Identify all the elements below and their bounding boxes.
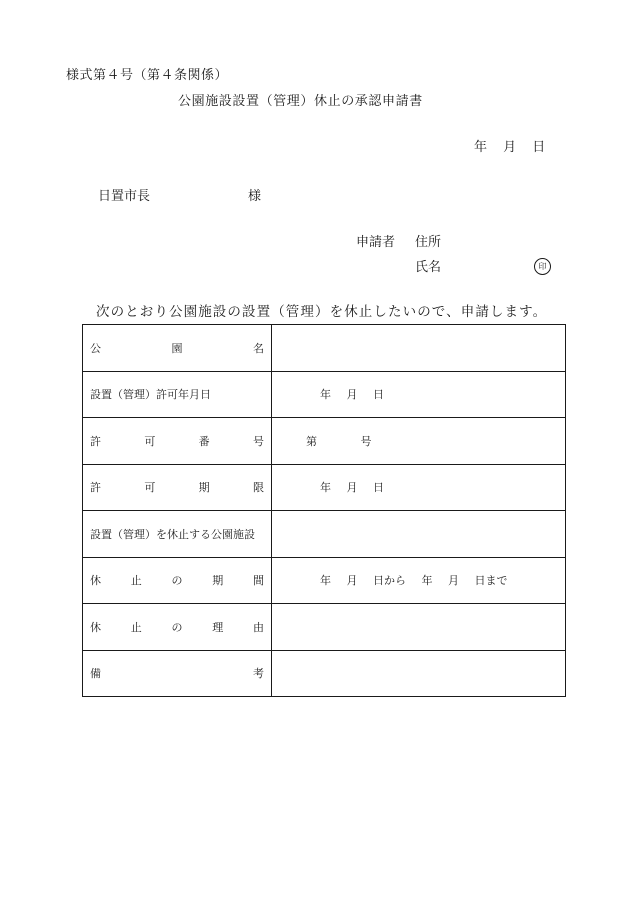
table-row: [83, 557, 566, 604]
permit-deadline-value: 年 月 日: [320, 481, 384, 495]
table-row: [83, 464, 566, 511]
suspension-reason-label: 休 止 の 理 由: [90, 620, 264, 634]
form-number: 様式第４号（第４条関係）: [66, 68, 229, 83]
suspension-period-field[interactable]: [272, 557, 566, 604]
application-date: 年 月 日: [474, 140, 546, 155]
row-label-remarks: [83, 650, 272, 697]
permit-number-value: 第 号: [306, 434, 372, 448]
application-form-table: [82, 324, 566, 697]
row-label-park-name: [83, 325, 272, 372]
remarks-field[interactable]: [272, 650, 566, 697]
permit-deadline-label: 許 可 期 限: [90, 481, 264, 495]
intro-text: 次のとおり公園施設の設置（管理）を休止したいので、申請します。: [96, 304, 548, 320]
table-row: [83, 325, 566, 372]
park-name-field[interactable]: [272, 325, 566, 372]
seal-icon: 印: [534, 258, 551, 275]
row-label-permit-date: 設置（管理）許可年月日: [83, 371, 272, 418]
park-name-label: 公 園 名: [90, 341, 264, 355]
permit-deadline-field[interactable]: [272, 464, 566, 511]
permit-date-value: 年 月 日: [320, 388, 384, 402]
permit-date-field[interactable]: [272, 371, 566, 418]
permit-number-field[interactable]: [272, 418, 566, 465]
addressee-name: 日置市長: [98, 189, 151, 204]
suspended-facility-field[interactable]: [272, 511, 566, 558]
document-title: 公園施設設置（管理）休止の承認申請書: [178, 94, 423, 109]
row-label-suspended-facility: 設置（管理）を休止する公園施設: [83, 511, 272, 558]
suspension-period-label: 休 止 の 期 間: [90, 574, 264, 588]
suspension-reason-field[interactable]: [272, 604, 566, 651]
row-label-suspension-period: [83, 557, 272, 604]
addressee-honorific: 様: [248, 189, 262, 204]
applicant-address-label: 住所: [415, 235, 442, 250]
table-row: [83, 511, 566, 558]
remarks-label: 備 考: [90, 667, 264, 681]
applicant-name-label: 氏名: [415, 260, 442, 275]
row-label-permit-number: [83, 418, 272, 465]
applicant-label: 申請者: [356, 235, 396, 250]
table-row: [83, 418, 566, 465]
suspension-period-value: 年 月 日から 年 月 日まで: [320, 574, 508, 588]
row-label-permit-deadline: [83, 464, 272, 511]
table-row: [83, 650, 566, 697]
row-label-suspension-reason: [83, 604, 272, 651]
permit-number-label: 許 可 番 号: [90, 434, 264, 448]
table-row: [83, 371, 566, 418]
table-row: [83, 604, 566, 651]
